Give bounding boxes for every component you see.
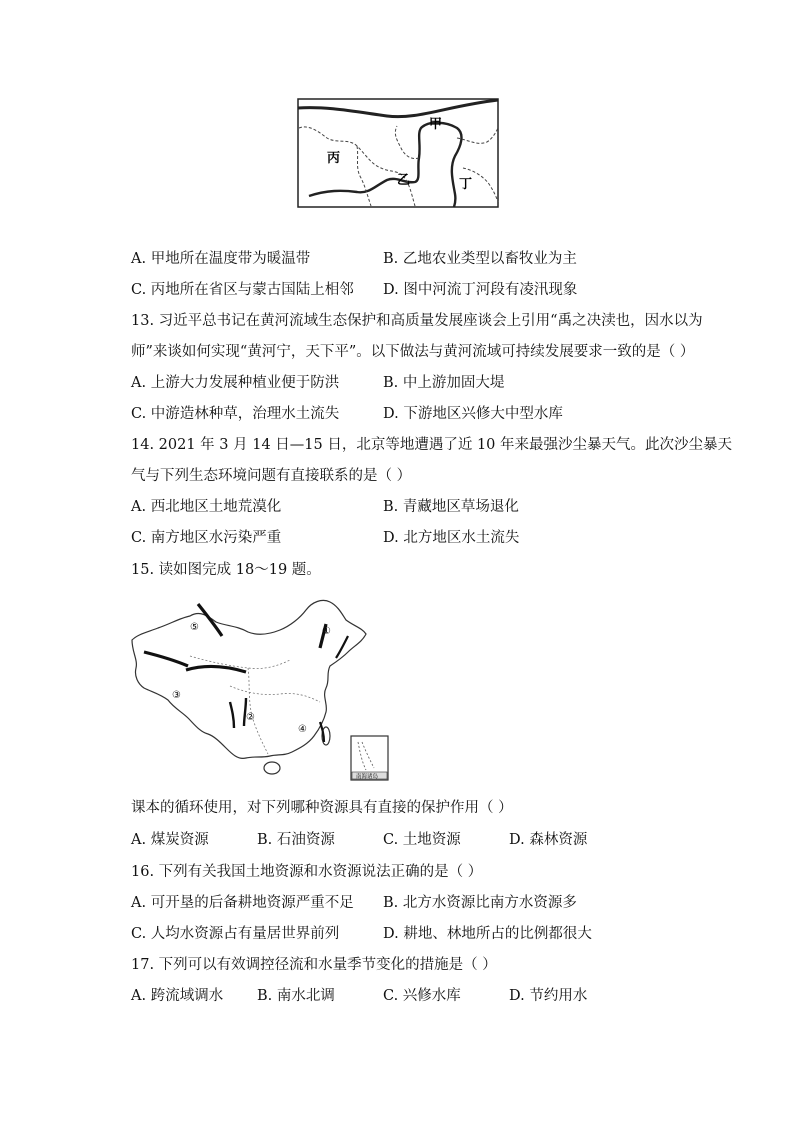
q16-option-d: D. 耕地、林地所占的比例都很大 [383, 926, 592, 942]
q17-stem: 17. 下列可以有效调控径流和水量季节变化的措施是（ ） [131, 957, 497, 973]
hainan-island [264, 762, 280, 774]
label-bing: 丙 [327, 151, 341, 166]
q14-stem-line1: 14. 2021 年 3 月 14 日—15 日，北京等地遭遇了近 10 年来最强沙尘暴天气。此次沙尘暴天 [131, 437, 733, 453]
q16-option-b: B. 北方水资源比南方水资源多 [383, 895, 577, 911]
q15-stem-line2: 课本的循环使用，对下列哪种资源具有直接的保护作用（ ） [131, 800, 513, 816]
q12-option-a: A. 甲地所在温度带为暖温带 [131, 251, 311, 267]
q17-option-a: A. 跨流域调水 [131, 988, 224, 1004]
label-jia: 甲 [429, 117, 443, 132]
map-label-4: ④ [298, 724, 307, 735]
map-label-3: ③ [172, 690, 181, 701]
q12-option-b: B. 乙地农业类型以畜牧业为主 [383, 251, 577, 267]
china-map [130, 596, 390, 782]
q13-stem-line1: 13. 习近平总书记在黄河流域生态保护和高质量发展座谈会上引用“禹之决渎也，因水以为 [131, 313, 703, 329]
map-label-1: ① [322, 626, 331, 637]
q14-option-c: C. 南方地区水污染严重 [131, 530, 282, 546]
q12-option-c: C. 丙地所在省区与蒙古国陆上相邻 [131, 282, 354, 298]
q14-option-d: D. 北方地区水土流失 [383, 530, 520, 546]
label-ding: 丁 [459, 177, 473, 192]
q15-option-a: A. 煤炭资源 [131, 832, 209, 848]
map-label-2: ② [246, 712, 255, 723]
q15-option-d: D. 森林资源 [509, 832, 588, 848]
label-yi: 乙 [397, 173, 411, 188]
q15-option-b: B. 石油资源 [257, 832, 335, 848]
q14-stem-line2: 气与下列生态环境问题有直接联系的是（ ） [131, 468, 412, 484]
q16-option-a: A. 可开垦的后备耕地资源严重不足 [131, 895, 354, 911]
q13-option-a: A. 上游大力发展种植业便于防洪 [131, 375, 340, 391]
q16-option-c: C. 人均水资源占有量居世界前列 [131, 926, 340, 942]
q17-option-d: D. 节约用水 [509, 988, 588, 1004]
q15-stem-line1: 15. 读如图完成 18～19 题。 [131, 562, 321, 578]
q14-option-b: B. 青藏地区草场退化 [383, 499, 519, 515]
q15-option-c: C. 土地资源 [383, 832, 461, 848]
q12-option-d: D. 图中河流丁河段有凌汛现象 [383, 282, 578, 298]
q13-option-d: D. 下游地区兴修大中型水库 [383, 406, 563, 422]
q13-stem-line2: 师”来谈如何实现“黄河宁，天下平”。以下做法与黄河流域可持续发展要求一致的是（ ） [131, 344, 695, 360]
south-china-sea-inset [351, 736, 388, 780]
q13-option-c: C. 中游造林种草，治理水土流失 [131, 406, 340, 422]
q17-option-b: B. 南水北调 [257, 988, 335, 1004]
q14-option-a: A. 西北地区土地荒漠化 [131, 499, 282, 515]
yellow-river-map [297, 98, 499, 208]
q16-stem: 16. 下列有关我国土地资源和水资源说法正确的是（ ） [131, 864, 483, 880]
map-label-5: ⑤ [190, 622, 199, 633]
china-outline [132, 600, 366, 758]
q13-option-b: B. 中上游加固大堤 [383, 375, 505, 391]
inset-label: 南海诸岛 [356, 774, 379, 780]
q17-option-c: C. 兴修水库 [383, 988, 461, 1004]
